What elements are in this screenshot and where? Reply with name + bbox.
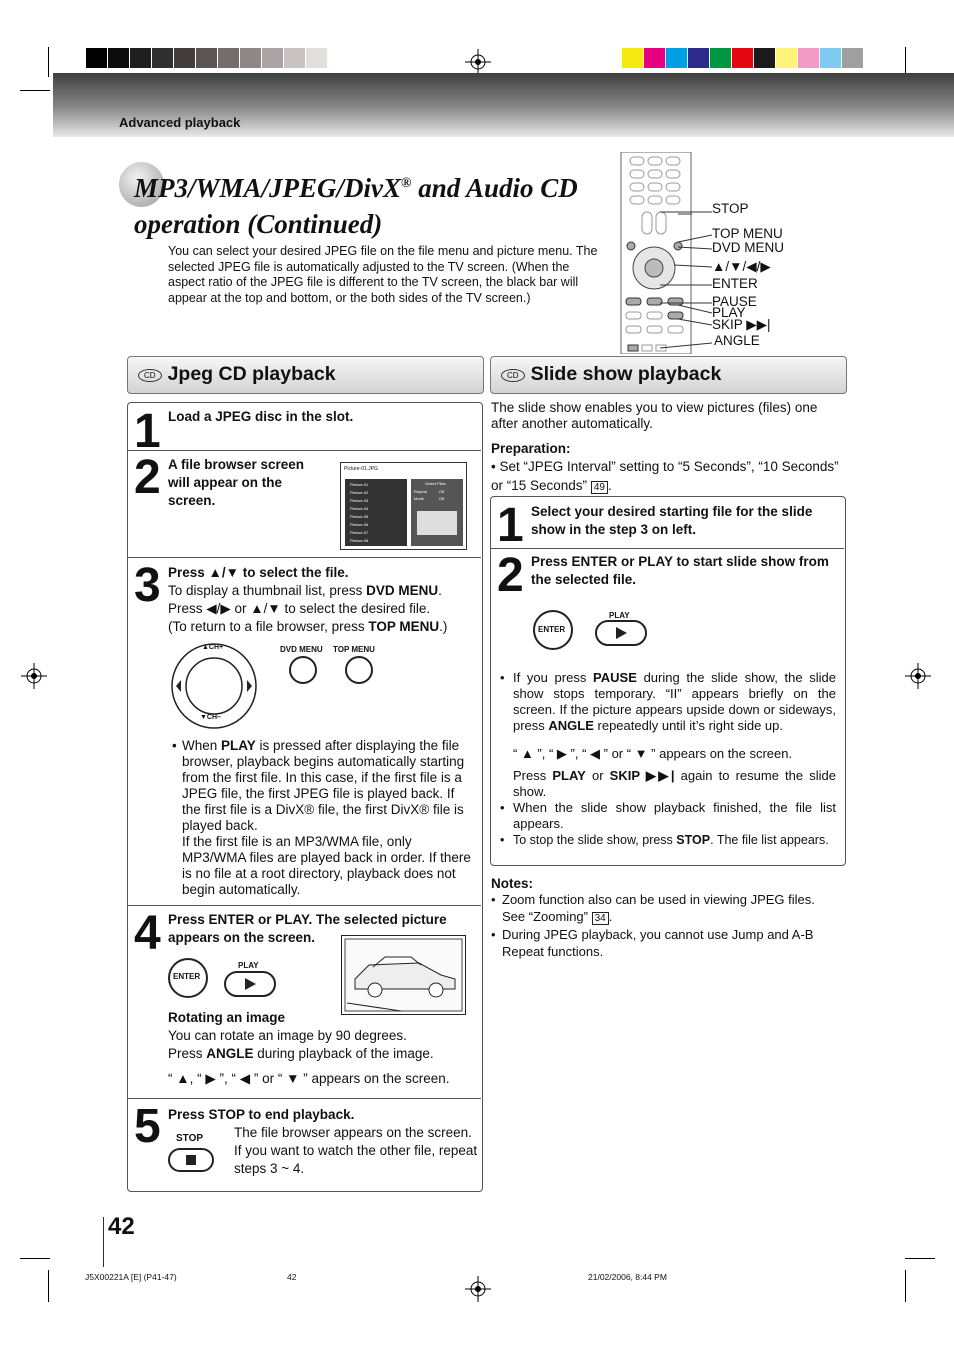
play-icon	[616, 627, 627, 639]
color-swatch	[666, 48, 687, 68]
registration-mark-icon	[21, 663, 47, 689]
panel-mode-value: Off	[439, 496, 445, 501]
crop-mark	[905, 1258, 935, 1259]
registration-mark-icon	[465, 1276, 491, 1302]
step-5-body: The file browser appears on the screen. If you want to watch the other file, repeat steps 3 ~ 4.	[234, 1125, 478, 1176]
car-picture	[341, 935, 466, 1015]
file-browser-screen	[340, 462, 467, 550]
prep-text: • Set “JPEG Interval” setting to “5 Seconds”, “10 Seconds” or “15 Seconds” 49 .	[491, 459, 839, 493]
color-swatch	[842, 48, 863, 68]
play-icon	[245, 978, 256, 990]
step-number: 3	[134, 559, 161, 612]
remote-label-dvd-menu: DVD MENU	[712, 240, 785, 255]
enter-label: ENTER	[173, 972, 201, 981]
dvd-menu-button[interactable]	[289, 656, 317, 684]
remote-label-top-menu: TOP MENU	[712, 226, 783, 241]
rotate-section: Rotating an image You can rotate an image by 90 degrees. Press ANGLE during playback of the image.	[168, 1010, 434, 1061]
color-swatch	[732, 48, 753, 68]
file-list-item: Picture-06	[350, 522, 369, 527]
remote-leader-lines	[660, 205, 716, 353]
remote-label-skip: SKIP ▶▶|	[712, 317, 771, 332]
panel-title: Select Files	[425, 481, 446, 486]
step-5-text: Press STOP to end playback.	[168, 1107, 355, 1122]
footer-date: 21/02/2006, 8:44 PM	[588, 1272, 667, 1282]
play-label: PLAY	[238, 961, 259, 970]
remote-label-play: PLAY	[712, 305, 746, 320]
color-swatch	[710, 48, 731, 68]
file-list-item: Picture-05	[350, 514, 369, 519]
file-list-item: Picture-02	[350, 490, 369, 495]
slide-indicators: “ ▲ ”, “ ▶ ”, “ ◀ ” or “ ▼ ” appears on the screen.	[513, 746, 793, 761]
color-swatch	[754, 48, 775, 68]
step-number: 1	[497, 499, 524, 552]
file-list-item: Picture-04	[350, 506, 369, 511]
crop-mark	[48, 47, 49, 77]
cd-logo-icon: CD	[138, 369, 162, 382]
notes-list: • Zoom function also can be used in viewing JPEG files. See “Zooming” 34 . • During JPEG playback, you cannot use Jump and A-B Repeat functions.	[491, 892, 815, 959]
step-number: 2	[134, 451, 161, 504]
slide-step-1-text: Select your desired starting file for the slide show in the step 3 on left.	[531, 504, 813, 537]
crop-mark	[20, 1258, 50, 1259]
crop-mark	[48, 1270, 49, 1302]
file-panel	[411, 479, 463, 546]
step-2-text: A file browser screen will appear on the screen.	[168, 457, 305, 508]
divider	[128, 450, 481, 451]
top-menu-label: TOP MENU	[333, 645, 375, 654]
step-4-text: Press ENTER or PLAY. The selected picture appears on the screen.	[168, 912, 447, 945]
stop-label: STOP	[176, 1133, 204, 1144]
color-swatch	[820, 48, 841, 68]
file-list-item: Picture-01	[350, 482, 369, 487]
gray-swatch	[174, 48, 195, 68]
slide-show-title: Slide show playback	[530, 363, 722, 385]
color-swatch	[622, 48, 643, 68]
play-button[interactable]	[595, 620, 647, 646]
page-ref: 34	[592, 912, 609, 925]
step-number: 4	[134, 907, 161, 960]
divider	[128, 1098, 481, 1099]
registration-mark-icon	[905, 663, 931, 689]
footer-code: J5X00221A [E] (P41-47)	[85, 1272, 177, 1282]
color-swatch	[688, 48, 709, 68]
thumbnail	[417, 511, 457, 535]
top-menu-button[interactable]	[345, 656, 373, 684]
panel-repeat: Repeat	[414, 489, 427, 494]
page-ref: 49	[591, 481, 608, 494]
stop-button[interactable]	[168, 1148, 214, 1172]
step-number: 5	[134, 1100, 161, 1153]
intro-text: You can select your desired JPEG file on the file menu and picture menu. The selected JPEG file is automatically adjusted to the TV screen. (When the aspect ratio of the JPEG file is different to the TV screen, the black bar will appear at the top and bottom, or the both sides of the TV screen.)	[168, 244, 598, 305]
jpeg-cd-title: Jpeg CD playback	[167, 363, 336, 385]
gray-swatch	[284, 48, 305, 68]
color-swatch	[644, 48, 665, 68]
crop-mark	[905, 1270, 906, 1302]
prep-title: Preparation:	[491, 441, 571, 456]
step-number: 1	[134, 405, 161, 458]
color-swatch	[776, 48, 797, 68]
gray-swatch	[218, 48, 239, 68]
color-swatch	[798, 48, 819, 68]
remote-label-pause: PAUSE	[712, 294, 757, 309]
gray-swatch	[262, 48, 283, 68]
panel-mode: Mode	[414, 496, 425, 501]
page-title: MP3/WMA/JPEG/DivX® and Audio CD operation (Continued)	[134, 173, 578, 239]
gray-swatch	[196, 48, 217, 68]
gray-swatch	[152, 48, 173, 68]
slide-bullets: • If you press PAUSE during the slide show, the slide show stops temporary. “II” appears briefly on the screen. If the picture appears upside down or sideways, press ANGLE repeatedly until it’s right side up. “ ▲ ”, “ ▶ ”, “ ◀ ” or “ ▼ ” appears on the screen. Press PLAY or SKIP ▶▶| again to resume the slide show. • When the slide show playback finished, the file list appears. • To stop the slide show, press STOP. The file list appears.	[500, 670, 837, 847]
ch-down-label: ▼CH–	[200, 714, 221, 721]
screen-header: Picture-01.JPG	[344, 466, 378, 472]
file-list-item: Picture-07	[350, 530, 369, 535]
section-label: Advanced playback	[119, 115, 241, 130]
slide-step-2-text: Press ENTER or PLAY to start slide show from the selected file.	[531, 554, 829, 587]
step-3-bullet: • When PLAY is pressed after displaying the file browser, playback begins automatically starting from the first file. In this case, if the first file is a JPEG file, the first JPEG file is played back. If the first file is a DivX® file, the first DivX® file is played back. If the first file is an MP3/WMA file, only MP3/WMA files are played back in order. If there is no file at a root directory, playback does not begin automatically.	[172, 738, 471, 897]
crop-mark	[20, 90, 50, 91]
cd-logo-icon: CD	[501, 369, 525, 382]
step-1-text: Load a JPEG disc in the slot.	[168, 409, 354, 424]
divider	[128, 557, 481, 558]
divider	[491, 548, 844, 549]
slide-intro: The slide show enables you to view pictures (files) one after another automatically.	[491, 400, 818, 431]
page-number-rule	[103, 1217, 104, 1267]
step-3-text: Press ▲/▼ to select the file. To display a thumbnail list, press DVD MENU. Press ◀/▶ or ▲/▼ to select the desired file. (To return to a file browser, press TOP MENU.)	[168, 565, 448, 634]
rotate-indicators: “ ▲, “ ▶ ”, “ ◀ ” or “ ▼ ” appears on the screen.	[168, 1071, 450, 1086]
gray-swatch	[108, 48, 129, 68]
notes-title: Notes:	[491, 876, 534, 891]
play-button[interactable]	[224, 971, 276, 997]
remote-label-stop: STOP	[712, 201, 749, 216]
remote-label-arrows: ▲/▼/◀/▶	[712, 259, 771, 274]
step-number: 2	[497, 549, 524, 602]
play-label: PLAY	[609, 611, 630, 620]
remote-label-angle: ANGLE	[714, 333, 760, 348]
page-number: 42	[108, 1213, 135, 1240]
remote-label-enter: ENTER	[712, 276, 758, 291]
divider	[128, 905, 481, 906]
file-list-item: Picture-03	[350, 498, 369, 503]
dvd-menu-label: DVD MENU	[280, 645, 323, 654]
gray-swatch	[240, 48, 261, 68]
stop-icon	[186, 1155, 196, 1165]
file-list-item: Picture-08	[350, 538, 369, 543]
gray-swatch	[130, 48, 151, 68]
registration-mark-icon	[465, 49, 491, 75]
panel-repeat-value: Off	[439, 489, 445, 494]
ch-up-label: ▲CH+	[202, 644, 224, 651]
gray-swatch	[306, 48, 327, 68]
enter-label: ENTER	[538, 625, 566, 634]
file-list	[345, 479, 407, 546]
footer-page: 42	[287, 1272, 297, 1282]
slide-show-heading	[490, 356, 847, 394]
jpeg-cd-heading	[127, 356, 484, 394]
gray-swatch	[86, 48, 107, 68]
